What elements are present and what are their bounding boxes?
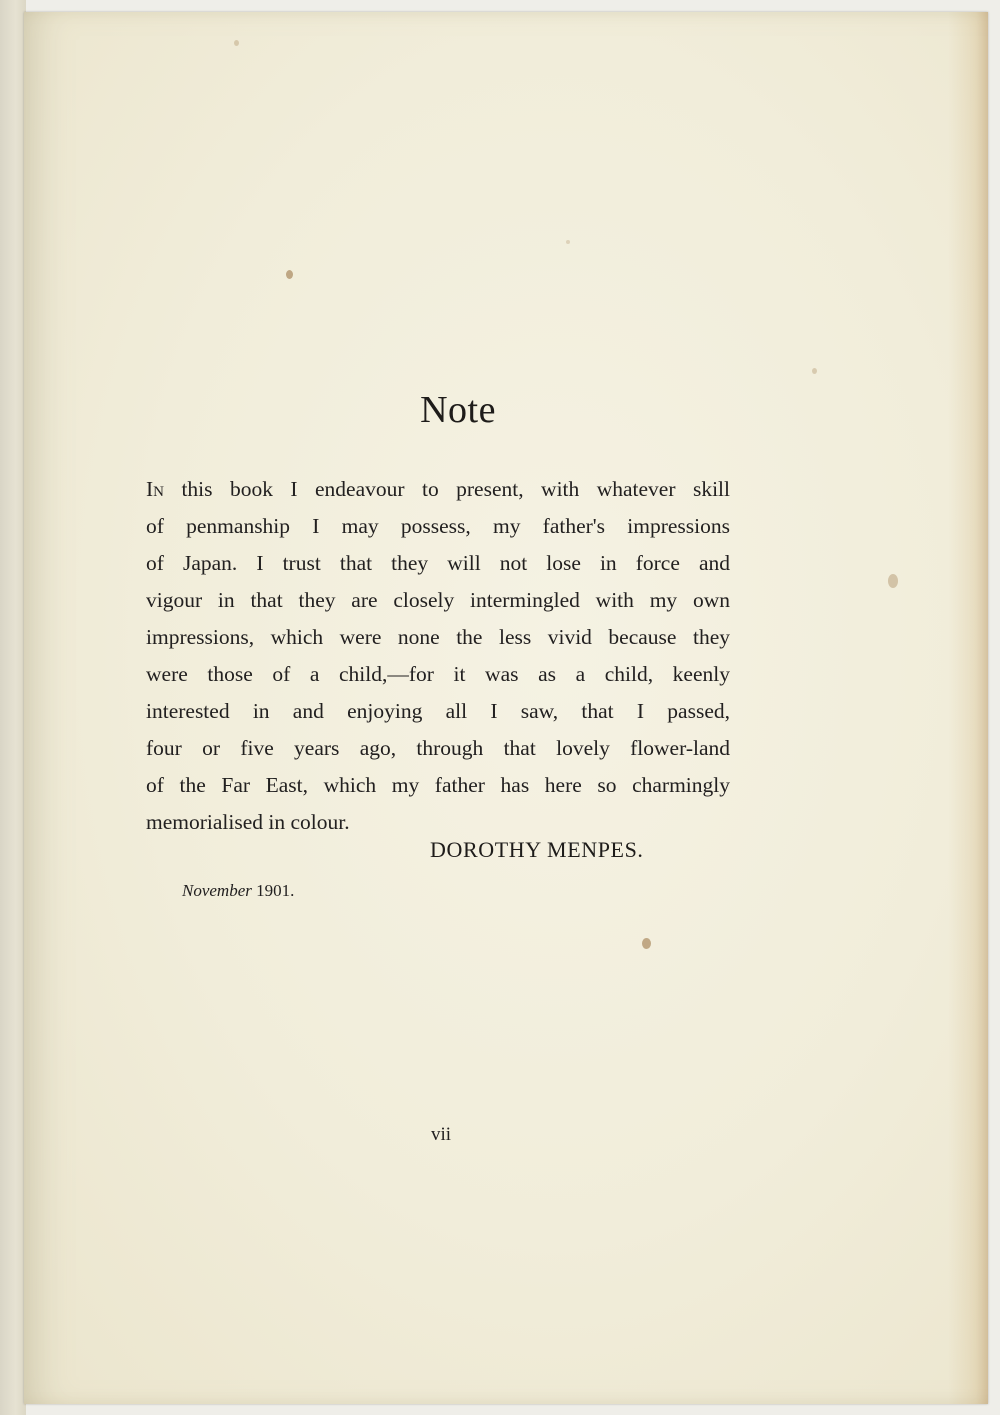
text-line: interested in and enjoying all I saw, that I passed, [146,699,730,723]
note-paragraph [146,471,730,841]
edge-foxing-stain [948,12,988,1404]
foxing-spot [812,368,817,374]
date-line [182,881,294,901]
text-line: of Japan. I trust that they will not lose in force and [146,551,730,575]
foxing-spot [642,938,651,949]
foxing-spot [234,40,239,46]
lead-in-word: In [146,477,164,501]
date-year: 1901. [256,881,295,900]
foxing-spot [566,240,570,244]
date-month: November [182,881,252,900]
text-line: four or five years ago, through that lovely flower-land [146,736,730,760]
text-line: memorialised in colour. [146,810,350,834]
foxing-spot [888,574,898,588]
page-title: Note [420,389,496,431]
text-line: were those of a child,—for it was as a child, keenly [146,662,730,686]
text-line: of the Far East, which my father has here so charmingly [146,773,730,797]
text-line: of penmanship I may possess, my father's impressions [146,514,730,538]
book-page [24,12,988,1404]
previous-page-edge [0,0,26,1415]
text-line: vigour in that they are closely intermingled with my own [146,588,730,612]
author-signature: DOROTHY MENPES. [430,837,644,862]
foxing-spot [286,270,293,279]
text-line: In this book I endeavour to present, with whatever skill [146,477,730,501]
text-line: impressions, which were none the less vivid because they [146,625,730,649]
page-number: vii [430,1124,452,1145]
